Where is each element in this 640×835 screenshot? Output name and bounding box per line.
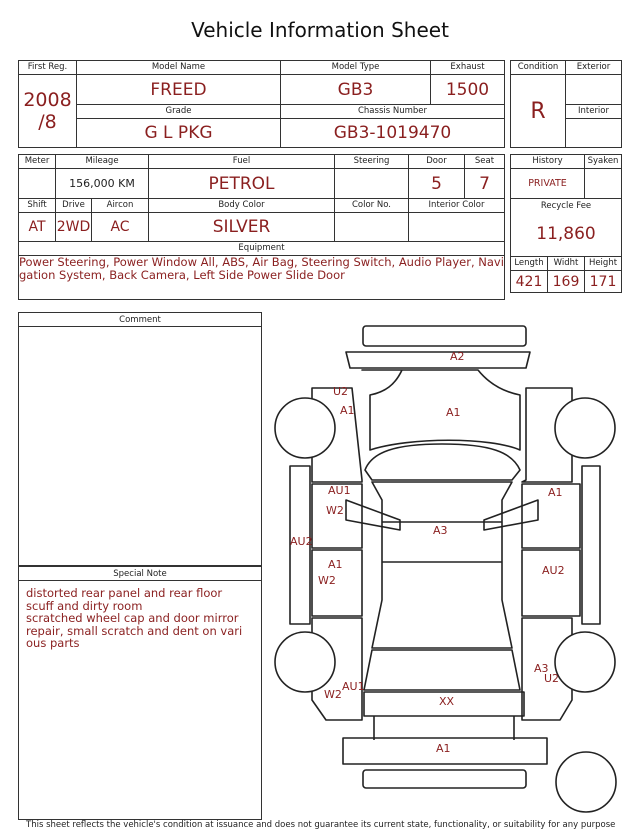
damage-mark: U2 xyxy=(333,385,349,398)
model-name-label: Model Name xyxy=(77,61,281,75)
syaken-value xyxy=(585,169,622,199)
special-note-text xyxy=(19,581,261,656)
fuel-label: Fuel xyxy=(149,155,335,169)
windshield-outline xyxy=(365,444,520,480)
roof-outline xyxy=(372,482,512,648)
comment-label: Comment xyxy=(19,313,261,327)
meter-value xyxy=(19,169,56,199)
damage-mark: A1 xyxy=(548,486,563,499)
damage-mark: AU2 xyxy=(542,564,565,577)
damage-mark: W2 xyxy=(324,688,342,701)
drive-label: Drive xyxy=(56,199,92,213)
damage-mark: A3 xyxy=(534,662,549,675)
interior-label: Interior xyxy=(566,105,622,119)
front-bumper-outline xyxy=(363,326,526,346)
color-no-value xyxy=(335,213,409,242)
special-note-line: scuff and dirty room xyxy=(26,598,143,613)
interior-color-value xyxy=(409,213,505,242)
exterior-value xyxy=(566,75,622,105)
grade-value: G L PKG xyxy=(77,119,281,148)
equipment-value: Power Steering, Power Window All, ABS, Air Bag, Steering Switch, Audio Player, Navi gation System, Back Camera, Left Side Power Slide Door xyxy=(19,256,505,300)
comment-text xyxy=(19,327,261,339)
special-note-line: distorted rear panel and rear floor xyxy=(26,586,223,600)
damage-mark: A1 xyxy=(328,558,343,571)
special-note-line: scratched wheel cap and door mirror xyxy=(26,611,239,625)
width-value: 169 xyxy=(548,271,585,293)
special-note-label: Special Note xyxy=(19,567,261,581)
height-label: Height xyxy=(585,257,622,271)
body-color-label: Body Color xyxy=(149,199,335,213)
condition-label: Condition xyxy=(511,61,566,75)
special-note-line: repair, small scratch and dent on vari xyxy=(26,623,243,638)
first-reg-month: /8 xyxy=(38,111,57,133)
shift-label: Shift xyxy=(19,199,56,213)
right-rocker-outline xyxy=(582,466,600,624)
model-type-label: Model Type xyxy=(281,61,431,75)
interior-color-label: Interior Color xyxy=(409,199,505,213)
damage-mark: A1 xyxy=(436,742,451,755)
grade-label: Grade xyxy=(77,105,281,119)
mileage-label: Mileage xyxy=(56,155,149,169)
damage-mark: AU1 xyxy=(328,484,351,497)
condition-table xyxy=(510,60,622,148)
damage-mark: A1 xyxy=(446,406,461,419)
front-apron-outline xyxy=(346,352,530,368)
equipment-label: Equipment xyxy=(19,242,505,256)
model-type-value: GB3 xyxy=(281,75,431,105)
chassis-number-label: Chassis Number xyxy=(281,105,505,119)
damage-mark: AU1 xyxy=(342,680,365,693)
first-reg-label: First Reg. xyxy=(19,61,77,75)
left-front-wheel-icon xyxy=(275,398,335,458)
interior-value xyxy=(566,119,622,148)
comment-panel xyxy=(18,312,262,566)
special-note-line: ous parts xyxy=(26,636,80,650)
color-no-label: Color No. xyxy=(335,199,409,213)
spare-wheel-icon xyxy=(556,752,616,812)
aircon-value: AC xyxy=(92,213,149,242)
hood-outline xyxy=(362,370,520,450)
history-table xyxy=(510,154,622,293)
recycle-fee-value: 11,860 xyxy=(511,213,622,257)
door-value: 5 xyxy=(409,169,465,199)
right-mirror-outline xyxy=(484,500,538,530)
history-label: History xyxy=(511,155,585,169)
length-label: Length xyxy=(511,257,548,271)
syaken-label: Syaken xyxy=(585,155,622,169)
door-label: Door xyxy=(409,155,465,169)
condition-value: R xyxy=(511,75,566,148)
meter-label: Meter xyxy=(19,155,56,169)
vehicle-summary-table xyxy=(18,60,505,148)
exhaust-value: 1500 xyxy=(431,75,505,105)
left-mirror-outline xyxy=(346,500,400,530)
rear-step-outline xyxy=(363,770,526,788)
shift-value: AT xyxy=(19,213,56,242)
steering-value xyxy=(335,169,409,199)
left-rear-wheel-icon xyxy=(275,632,335,692)
damage-mark: U2 xyxy=(544,672,560,685)
exterior-label: Exterior xyxy=(566,61,622,75)
specs-table xyxy=(18,154,505,300)
height-value: 171 xyxy=(585,271,622,293)
length-value: 421 xyxy=(511,271,548,293)
drive-value: 2WD xyxy=(56,213,92,242)
right-rear-wheel-icon xyxy=(555,632,615,692)
aircon-label: Aircon xyxy=(92,199,149,213)
damage-mark: W2 xyxy=(326,504,344,517)
special-note-panel xyxy=(18,566,262,820)
chassis-number-value: GB3-1019470 xyxy=(281,119,505,148)
disclaimer-footer: This sheet reflects the vehicle's condition at issuance and does not guarantee its current state, functionality, or suitability for any purpose xyxy=(26,820,616,830)
car-damage-diagram xyxy=(270,320,630,820)
exhaust-label: Exhaust xyxy=(431,61,505,75)
sheet-title: Vehicle Information Sheet xyxy=(191,18,449,42)
damage-mark: AU2 xyxy=(290,535,313,548)
damage-mark: A1 xyxy=(340,404,355,417)
damage-mark: A2 xyxy=(450,350,465,363)
model-name-value: FREED xyxy=(77,75,281,105)
first-reg-year: 2008 xyxy=(23,89,72,111)
seat-value: 7 xyxy=(465,169,505,199)
history-value: PRIVATE xyxy=(511,169,585,199)
recycle-fee-label: Recycle Fee xyxy=(511,199,622,213)
damage-mark: W2 xyxy=(318,574,336,587)
right-rear-door-outline xyxy=(522,550,580,616)
rear-window-outline xyxy=(364,650,520,690)
mileage-value: 156,000 KM xyxy=(56,169,149,199)
steering-label: Steering xyxy=(335,155,409,169)
width-label: Widht xyxy=(548,257,585,271)
damage-mark: XX xyxy=(439,695,455,708)
body-color-value: SILVER xyxy=(149,213,335,242)
damage-mark: A3 xyxy=(433,524,448,537)
right-front-wheel-icon xyxy=(555,398,615,458)
first-reg-value xyxy=(19,75,77,148)
seat-label: Seat xyxy=(465,155,505,169)
fuel-value: PETROL xyxy=(149,169,335,199)
